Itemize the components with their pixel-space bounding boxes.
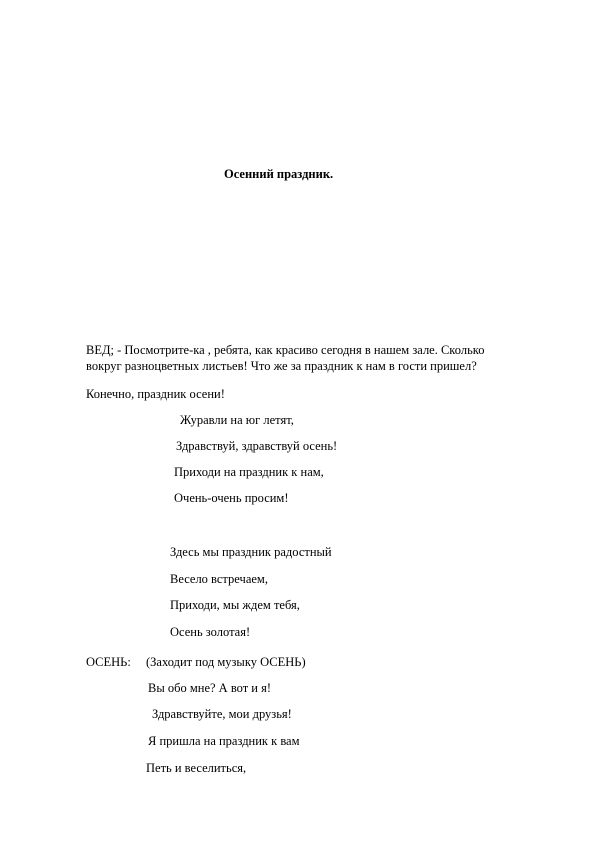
verse2-line-4: Осень золотая! [170,625,251,639]
autumn-speaker: ОСЕНЬ: [86,655,131,669]
intro-line-2: вокруг разноцветных листьев! Что же за праздник к нам в гости пришел? [86,359,477,373]
verse1-line-1: Журавли на юг летят, [180,413,294,427]
verse2-line-1: Здесь мы праздник радостный [170,545,332,559]
verse2-line-3: Приходи, мы ждем тебя, [170,598,300,612]
verse3-line-4: Петь и веселиться, [146,761,247,775]
verse1-line-4: Очень-очень просим! [174,491,289,505]
verse3-line-2: Здравствуйте, мои друзья! [152,707,292,721]
verse3-line-3: Я пришла на праздник к вам [148,734,300,748]
intro-line-1: ВЕД; - Посмотрите-ка , ребята, как красиво сегодня в нашем зале. Сколько [86,343,485,357]
verse3-line-1: Вы обо мне? А вот и я! [148,681,272,695]
document-title: Осенний праздник. [224,167,334,181]
verse1-line-3: Приходи на праздник к нам, [174,465,324,479]
answer-line: Конечно, праздник осени! [86,387,225,401]
verse2-line-2: Весело встречаем, [170,572,268,586]
autumn-direction: (Заходит под музыку ОСЕНЬ) [146,655,306,669]
verse1-line-2: Здравствуй, здравствуй осень! [176,439,338,453]
